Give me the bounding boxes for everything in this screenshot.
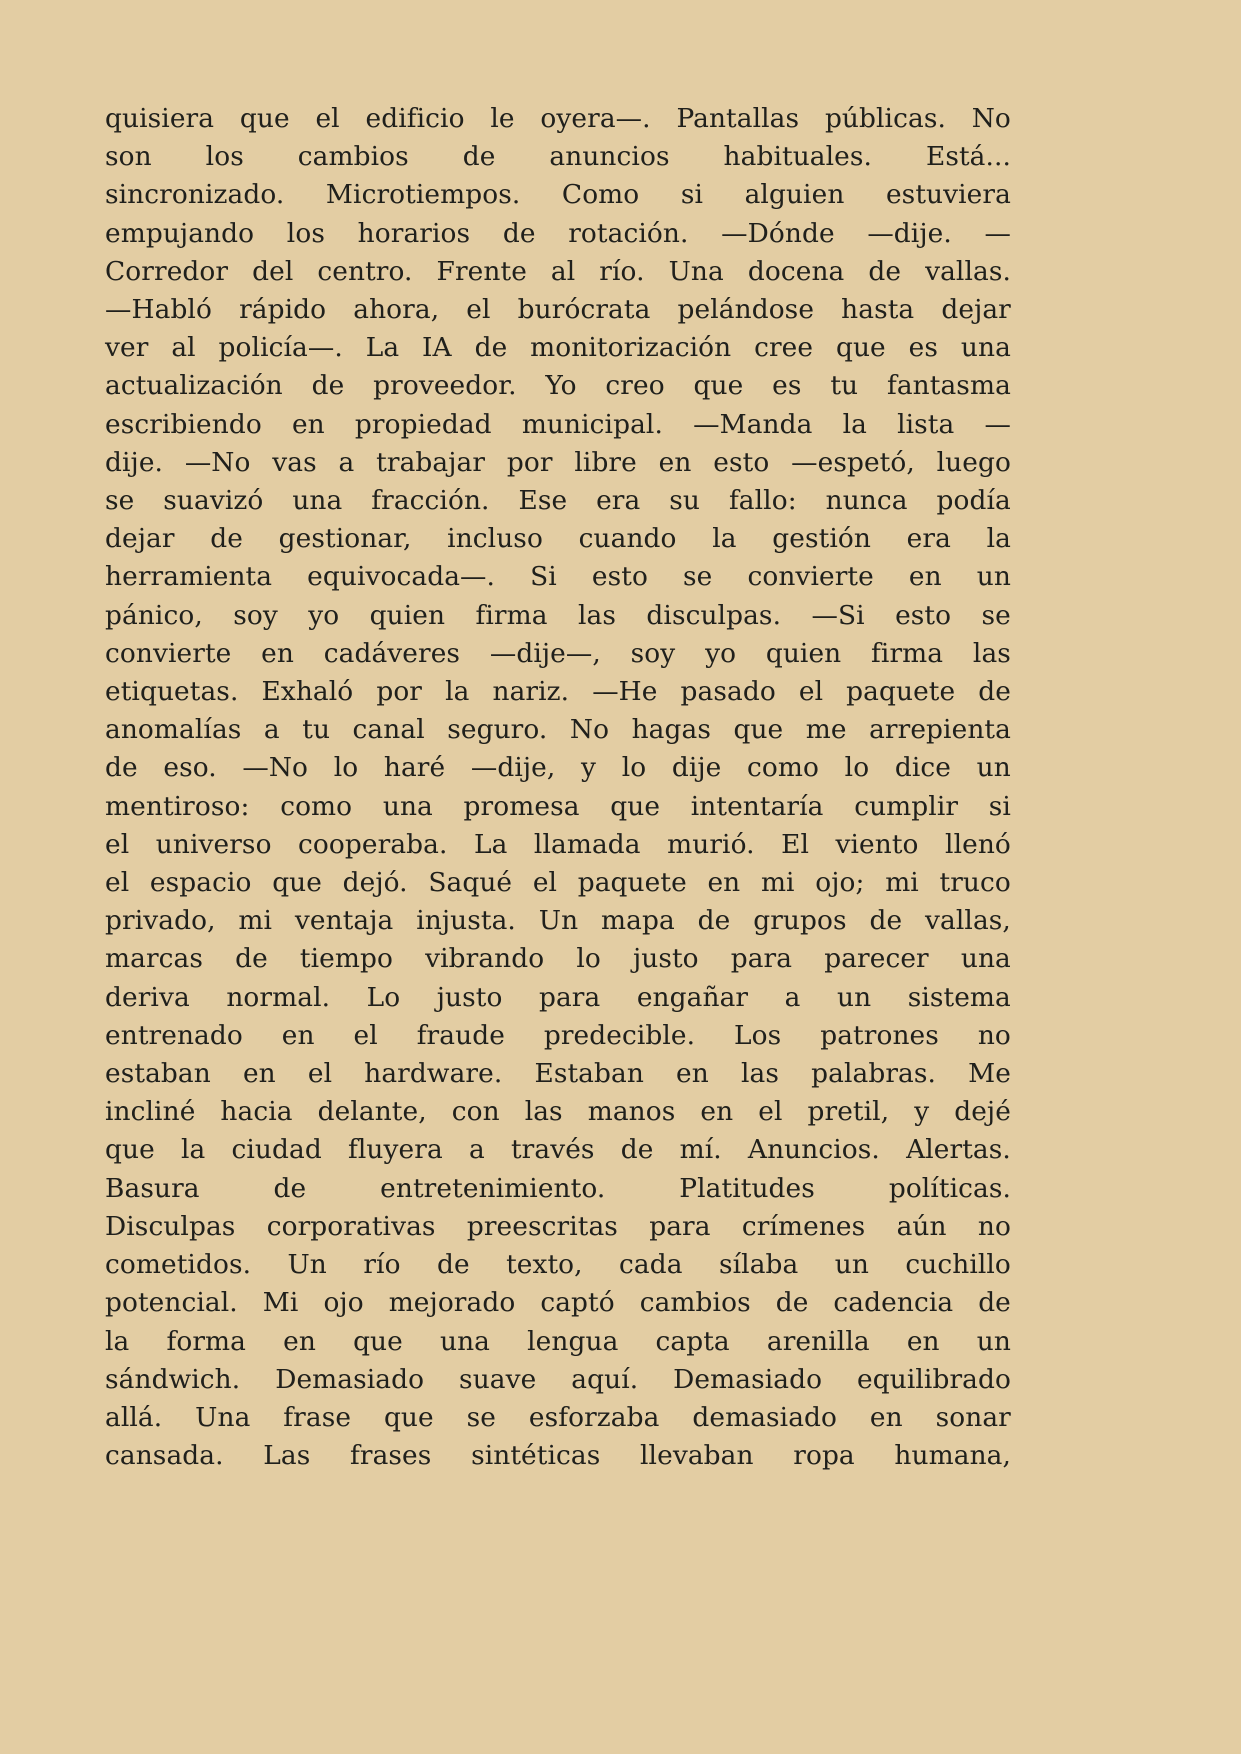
body-line: de eso. —No lo haré —dije, y lo dije como lo dice un (105, 752, 1011, 784)
body-line: incliné hacia delante, con las manos en el pretil, y dejé (105, 1096, 1011, 1128)
body-line: estaban en el hardware. Estaban en las palabras. Me (105, 1058, 1011, 1090)
body-line: Disculpas corporativas preescritas para crímenes aún no (105, 1210, 1011, 1242)
body-line: cansada. Las frases sintéticas llevaban ropa humana, (105, 1440, 1011, 1472)
body-line: son los cambios de anuncios habituales. Está... (105, 141, 1011, 173)
body-line: herramienta equivocada—. Si esto se convierte en un (105, 561, 1011, 593)
body-line: ver al policía—. La IA de monitorización cree que es una (105, 332, 1011, 364)
body-line: se suavizó una fracción. Ese era su fallo: nunca podía (105, 485, 1011, 517)
body-line: potencial. Mi ojo mejorado captó cambios de cadencia de (105, 1287, 1011, 1319)
body-line: anomalías a tu canal seguro. No hagas que me arrepienta (105, 714, 1011, 746)
body-line: convierte en cadáveres —dije—, soy yo quien firma las (105, 637, 1011, 669)
body-line: cometidos. Un río de texto, cada sílaba un cuchillo (105, 1249, 1011, 1281)
body-line: —Habló rápido ahora, el burócrata pelándose hasta dejar (105, 294, 1011, 326)
body-line: empujando los horarios de rotación. —Dónde —dije. — (105, 217, 1011, 249)
body-line: Corredor del centro. Frente al río. Una docena de vallas. (105, 255, 1011, 287)
body-line: escribiendo en propiedad municipal. —Manda la lista — (105, 408, 1011, 440)
body-line: el universo cooperaba. La llamada murió. El viento llenó (105, 828, 1011, 860)
body-line: marcas de tiempo vibrando lo justo para parecer una (105, 943, 1011, 975)
body-paragraph (105, 100, 1011, 1475)
body-line: quisiera que el edificio le oyera—. Pantallas públicas. No (105, 103, 1011, 134)
body-line: actualización de proveedor. Yo creo que es tu fantasma (105, 370, 1011, 402)
body-line: allá. Una frase que se esforzaba demasiado en sonar (105, 1401, 1011, 1433)
body-line: privado, mi ventaja injusta. Un mapa de grupos de vallas, (105, 905, 1011, 937)
body-line: que la ciudad fluyera a través de mí. Anuncios. Alertas. (105, 1134, 1011, 1166)
body-line: etiquetas. Exhaló por la nariz. —He pasado el paquete de (105, 676, 1011, 708)
body-line: deriva normal. Lo justo para engañar a un sistema (105, 981, 1011, 1013)
body-line: dije. —No vas a trabajar por libre en esto —espetó, luego (105, 446, 1011, 478)
body-line: dejar de gestionar, incluso cuando la gestión era la (105, 523, 1011, 555)
body-line: sincronizado. Microtiempos. Como si alguien estuviera (105, 179, 1011, 211)
body-text-column (105, 100, 1011, 1475)
body-line: el espacio que dejó. Saqué el paquete en mi ojo; mi truco (105, 867, 1011, 899)
body-line: Basura de entretenimiento. Platitudes políticas. (105, 1172, 1011, 1204)
body-line: la forma en que una lengua capta arenilla en un (105, 1325, 1011, 1357)
body-line: pánico, soy yo quien firma las disculpas. —Si esto se (105, 599, 1011, 631)
body-line: mentiroso: como una promesa que intentaría cumplir si (105, 790, 1011, 822)
body-line: entrenado en el fraude predecible. Los patrones no (105, 1019, 1011, 1051)
body-line: sándwich. Demasiado suave aquí. Demasiado equilibrado (105, 1363, 1011, 1395)
